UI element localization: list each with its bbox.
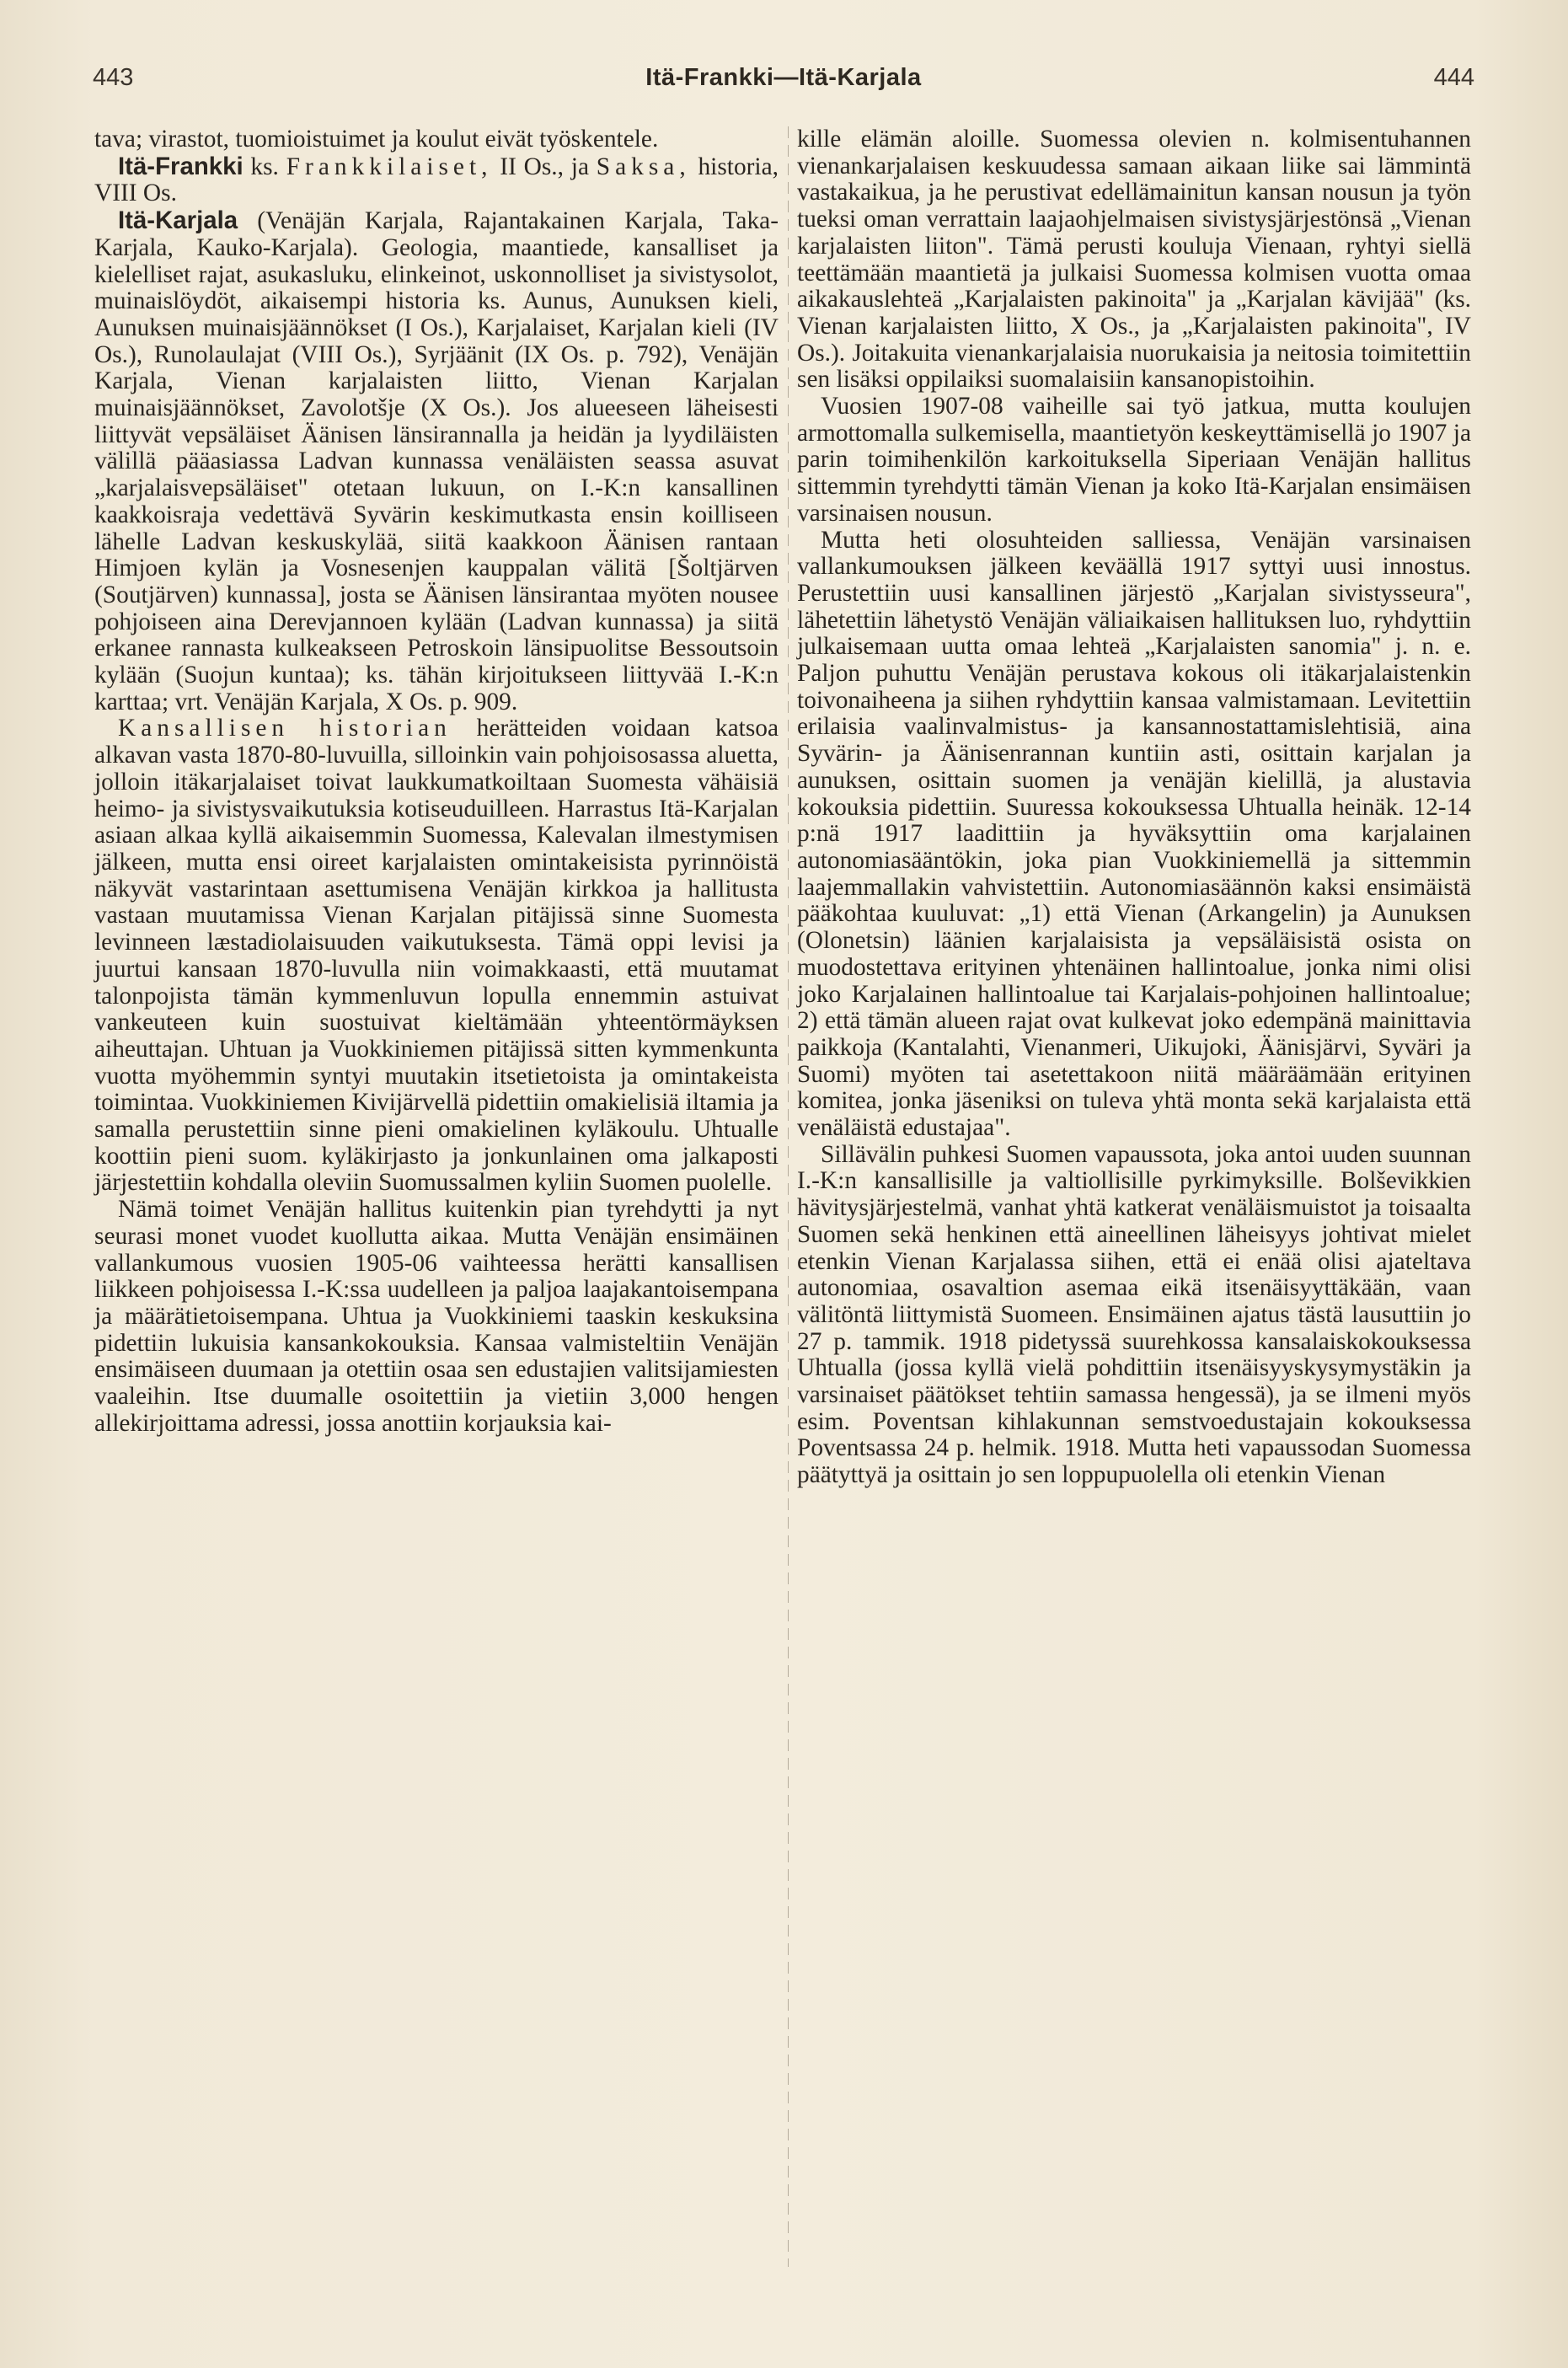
entry-ita-karjala xyxy=(94,207,779,715)
page-number-left: 443 xyxy=(93,64,134,91)
left-paragraph-4: Nämä toimet Venäjän hallitus kuitenkin pian tyrehdytti ja nyt seurasi monet vuodet kuollutta aikaa. Mutta Venäjän ensimäinen vallankumous vuosien 1905-06 vaihteessa herätti kansallisen liikkeen pohjoisessa I.-K:ssa uudelleen ja paljoa laajakantoisempana ja määrätietoisempana. Uhtua ja Vuokkiniemi taaskin keskuksina pidettiin lukuisia kansankokouksia. Kansaa valmisteltiin Venäjän ensimäiseen duumaan ja otettiin osaa sen edustajien valitsijamiesten vaaleihin. Itse duumalle osoitettiin ja vietiin 3,000 hengen allekirjoittama adressi, jossa anottiin korjauksia kai- xyxy=(94,1196,779,1437)
running-title: Itä-Frankki—Itä-Karjala xyxy=(645,64,922,91)
right-paragraph-1: kille elämän aloille. Suomessa olevien n. kolmisentuhannen vienankarjalaisen keskuudessa samaan aikaan liike sai lämmintä vastakaikua, ja he perustivat edellämainitun kansan nousun ja työn tueksi oman verrattain laajaohjelmaisen sivistysjärjestönsä „Vienan karjalaisten liiton". Tämä perusti kouluja Vienaan, ryhtyi siellä teettämään maantietä ja julkaisi Suomessa kolmisen vuotta omaa aikakauslehteä „Karjalaisten pakinoita" ja „Karjalan kävijää" (ks. Vienan karjalaisten liitto, X Os., ja „Karjalaisten pakinoita", IV Os.). Joitakuita vienankarjalaisia nuorukaisia ja neitosia toimitettiin sen lisäksi oppilaiksi suomalaisiin kansanopistoihin. xyxy=(797,126,1471,394)
right-paragraph-2: Vuosien 1907-08 vaiheille sai työ jatkua, mutta koulujen armottomalla sulkemisella, maantietyön keskeyttämisellä jo 1907 ja parin toimihenkilön karkoituksella Siperiaan Venäjän hallitus sittemmin tyrehdytti tämän Vienan ja koko Itä-Karjalan ensimäisen varsinaisen nousun. xyxy=(797,393,1471,527)
cross-reference: Saksa, xyxy=(596,153,691,180)
left-column xyxy=(94,126,779,1437)
left-paragraph-3 xyxy=(94,715,779,1197)
left-paragraph-1: tava; virastot, tuomioistuimet ja koulut eivät työskentele. xyxy=(94,126,659,153)
cross-reference: Frankkilaiset, xyxy=(286,153,493,180)
entry-text: historia, VIII Os. xyxy=(94,153,779,207)
section-lead: Kansallisen historian xyxy=(118,715,452,742)
entry-head-ita-karjala: Itä-Karjala xyxy=(118,206,238,235)
paragraph-text: herätteiden voidaan katsoa alkavan vasta 1870-80-luvuilla, silloinkin vain pohjoisosassa aluetta, jolloin itäkarjalaiset toivat laukkumatkoiltaan Suomesta vähäisiä heimo- ja sivistysvaikutuksia kotiseuduilleen. Harrastus Itä-Karjalan asiaan alkaa kyllä aikaisemmin Suomessa, Kalevalan ilmestymisen jälkeen, mutta ensi oireet karjalaisten omintakeisista pyrinnöistä näkyvät vastarintaan asettumisena Venäjän kirkkoa ja hallitusta vastaan muutamissa Vienan Karjalan pitäjissä sinne Suomesta levinneen læstadiolaisuuden vaikutuksesta. Tämä oppi levisi ja juurtui kansaan 1870-luvulla niin voimakkaasti, että muutamat talonpojista tämän kymmenluvun lopulla ennemmin astuivat vankeuteen kuin suostuivat kieltämään yhteentörmäyksen aiheuttajan. Uhtuan ja Vuokkiniemen pitäjissä sitten kymmenkunta vuotta myöhemmin syntyi muutakin itsetietoista ja omintakeista toimintaa. Vuokkiniemen Kivijärvellä pidettiin omakielisiä iltamia ja samalla perustettiin sinne pieni omakielinen kyläkoulu. Uhtualle koottiin pieni suom. kyläkirjasto ja jonkunlainen oma jalkaposti järjestettiin kohdalla oleviin Suomussalmen kyliin Suomen puolelle. xyxy=(94,715,779,1197)
entry-text: (Venäjän Karjala, Rajantakainen Karjala, Taka-Karjala, Kauko-Karjala). Geologia, maantiede, kansalliset ja kielelliset rajat, asukasluku, elinkeinot, uskonnolliset ja sivistysolot, muinaislöydöt, aikaisempi historia ks. Aunus, Aunuksen kieli, Aunuksen muinaisjäännökset (I Os.), Karjalaiset, Karjalan kieli (IV Os.), Runolaulajat (VIII Os.), Syrjäänit (IX Os. p. 792), Venäjän Karjala, Vienan karjalaisten liitto, Vienan Karjalan muinaisjäännökset, Zavolotšje (X Os.). Jos alueeseen läheisesti liittyvät vepsäläiset Äänisen länsirannalla ja heidän ja lyydiläisten välillä pääasiassa Ladvan kunnassa venäläisten seassa asuvat „karjalaisvepsäläiset" otetaan lukuun, on I.-K:n kansallinen kaakkoisraja vedettävä Syvärin keskimutkasta ensin koilliseen lähelle Ladvan keskuskylää, siitä kaakkoon Äänisen rantaan Himjoen kylän ja Vosnesenjen kauppalan välitä [Šoltjärven (Soutjärven) kunnassa], josta se Äänisen länsirantaa myöten nousee pohjoiseen aina Derevjannoen kylään (Ladvan kunnassa) ja siitä erkanee rannasta kulkeakseen Petroskoin länsipuolitse Bessoutsoin kylään (Suojun kuntaa); ks. tähän kirjoitukseen liittyvää I.-K:n karttaa; vrt. Venäjän Karjala, X Os. p. 909. xyxy=(94,207,779,715)
right-paragraph-4: Sillävälin puhkesi Suomen vapaussota, joka antoi uuden suunnan I.-K:n kansallisille ja valtiollisille pyrkimyksille. Bolševikkien hävitysjärjestelmä, vanhat yhtä katkerat venäläismuistot ja toisaalta Suomen sekä henkinen että aineellinen läheisyys johtivat mielet etenkin Vienan Karjalassa siihen, että ei enää olisi ajateltava autonomiaa, osavaltion asemaa eikä itsenäisyyttäkään, vaan välitöntä liittymistä Suomeen. Ensimäinen ajatus tästä lausuttiin jo 27 p. tammik. 1918 pidetyssä suurehkossa kansalaiskokouksessa Uhtualla (jossa kyllä vielä pohdittiin itsenäisyyskysymystäkin ja varsinaiset päätökset tehtiin samassa hengessä), ja se ilmeni myös esim. Poventsan kihlakunnan semstvoedustajain kokouksessa Poventsassa 24 p. helmik. 1918. Mutta heti vapaussodan Suomessa päätyttyä ja osittain jo sen loppupuolella oli etenkin Vienan xyxy=(797,1140,1471,1489)
entry-text: ks. xyxy=(243,153,286,180)
right-column xyxy=(797,126,1471,1489)
entry-text: II Os., ja xyxy=(492,153,597,180)
running-header xyxy=(93,64,1474,98)
entry-head-ita-frankki: Itä-Frankki xyxy=(118,152,243,180)
column-divider xyxy=(788,126,789,2267)
page-number-right: 444 xyxy=(1433,64,1474,91)
entry-ita-frankki xyxy=(94,153,779,207)
right-paragraph-3: Mutta heti olosuhteiden salliessa, Venäjän varsinaisen vallankumouksen jälkeen keväällä 1917 syttyi uusi innostus. Perustettiin uusi kansallinen järjestö „Karjalan sivistysseura", lähetettiin lähetystö Venäjän väliaikaisen hallituksen luo, ryhdyttiin julkaisemaan uutta omaa lehteä „Karjalaisten sanomia" j. n. e. Paljon puhuttu Venäjän perustava kokous oli itäkarjalaistenkin toivonaiheena ja siihen ryhdyttiin kansaa valmistamaan. Levitettiin erilaisia vaalinvalmistus- ja kansannostattamislehtisiä, aina Syvärin- ja Äänisenrannan kuntiin asti, osittain karjalan ja aunuksen, osittain suomen ja venäjän kielillä, ja alustavia kokouksia pidettiin. Suuressa kokouksessa Uhtualla heinäk. 12-14 p:nä 1917 laadittiin ja hyväksyttiin oma karjalainen autonomiasääntökin, joka pian Vuokkiniemellä ja sittemmin laajemmallakin vahvistettiin. Autonomiasäännön kaksi ensimäistä pääkohtaa kuuluvat: „1) että Vienan (Arkangelin) ja Aunuksen (Olonetsin) läänien karjalaisista ja vepsäläisistä osista on muodostettava erityinen yhtenäinen hallintoalue, jonka nimi olisi joko Karjalainen hallintoalue tai Karjalais-pohjoinen hallintoalue; 2) että tämän alueen rajat ovat kulkevat joko edempänä mainittavia paikkoja (Kantalahti, Vienanmeri, Uikujoki, Äänisjärvi, Syväri ja Suomi) myöten tai asetettakoon niitä määräämään erityinen komitea, jonka jäseniksi on tuleva yhtä monta sekä karjalaista että venäläistä edustajaa". xyxy=(797,526,1471,1142)
